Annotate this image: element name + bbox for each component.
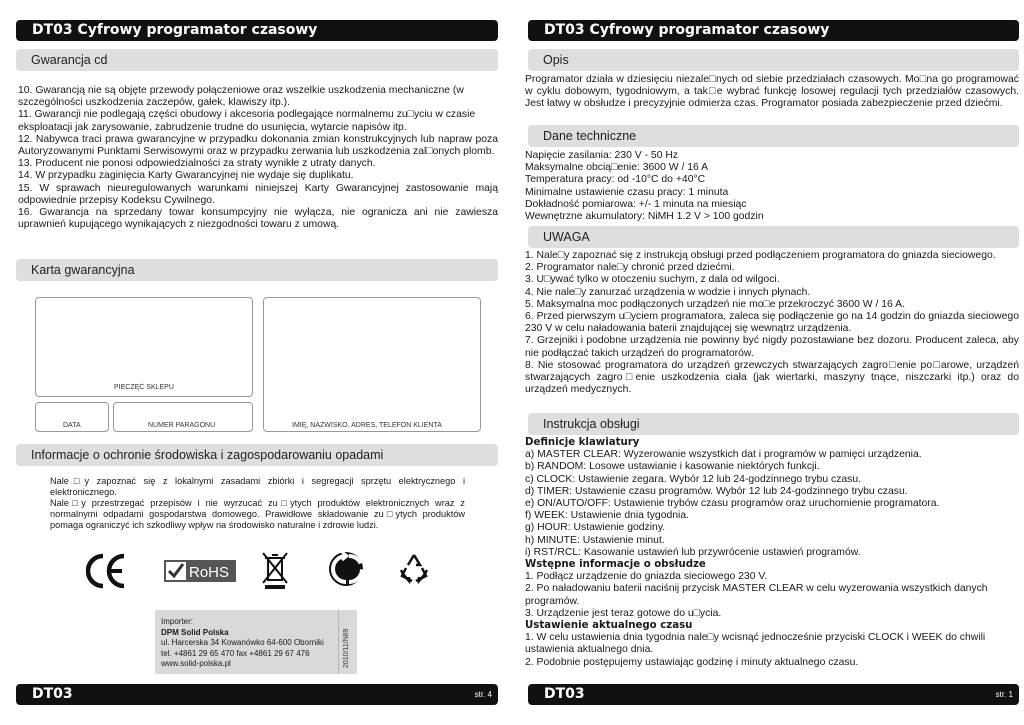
- key-clock: c) CLOCK: Ustawienie zegara. Wybór 12 lub 24-godzinnego trybu czasu.: [525, 473, 862, 485]
- customer-details-box: [263, 297, 481, 432]
- ce-mark-icon: [86, 552, 128, 595]
- warranty-item-16: 16. Gwarancja na sprzedany towar konsumpcyjny nie wyłącza, nie ogranicza ani nie zawiesza uprawnień kupującego wynikających z niezgodności towaru z umową.: [18, 207, 498, 231]
- right-footer: [528, 684, 1019, 705]
- shop-stamp-label: PIECZĘĆ SKLEPU: [114, 384, 174, 391]
- key-random: b) RANDOM: Losowe ustawianie i kasowanie niektórych funkcji.: [525, 461, 820, 473]
- warranty-item-11: 11. Gwarancji nie podlegają części obudowy i akcesoria podlegające normalnemu zu□yciu w czasie eksploatacji jak zarysowanie, zabrudzenie trudne do usunięcia, wytarcie napisów itp.: [18, 109, 476, 133]
- weee-bin-icon: [260, 550, 290, 595]
- left-footer-model: DT03: [32, 686, 73, 702]
- receipt-number-label: NUMER PARAGONU: [148, 422, 216, 429]
- tech-temperature: Temperatura pracy: od -10°C do +40°C: [525, 174, 706, 186]
- warranty-item-13: 13. Producent nie ponosi odpowiedzialności za straty wynikłe z utraty danych.: [18, 158, 376, 170]
- tech-max-load: Maksymalne obcią□enie: 3600 W / 16 A: [525, 162, 709, 174]
- key-minute: h) MINUTE: Ustawienie minut.: [525, 534, 665, 546]
- right-page-title: DT03 Cyfrowy programator czasowy: [528, 20, 1019, 41]
- warning-list: [525, 250, 1019, 396]
- tech-voltage: Napięcie zasilania: 230 V - 50 Hz: [525, 150, 679, 161]
- instructions-heading: Instrukcja obsługi: [528, 413, 1019, 435]
- prep-item-3: 3. Urządzenie jest teraz gotowe do u□ycia.: [525, 607, 722, 619]
- tech-data-list: [525, 150, 1019, 223]
- key-hour: g) HOUR: Ustawienie godziny.: [525, 522, 666, 534]
- description-text: [525, 74, 1019, 111]
- warranty-continued-heading: Gwarancja cd: [16, 49, 498, 71]
- description-heading: Opis: [528, 49, 1019, 71]
- warranty-item-14: 14. W przypadku zaginięcia Karty Gwarancyjnej nie wydaje się duplikatu.: [18, 170, 354, 182]
- date-label: DATA: [63, 422, 81, 429]
- receipt-number-box: [113, 402, 253, 432]
- description-paragraph: Programator działa w dziesięciu niezale□nych od siebie przedziałach czasowych. Mo□na go programować w cyklu dobowym, tygodniowym, a tak□e wybrać funkcję losowej regulacji tych przedziałów czasowych. Jest łatwy w obsłudze i precyzyjnie odmierza czas. Programator posiada zabezpieczenie przed dziećmi.: [525, 74, 1019, 110]
- warning-item-4: 4. Nie nale□y zanurzać urządzenia w wodzie i innych płynach.: [525, 286, 811, 298]
- warning-item-2: 2. Programator nale□y chronić przed dziećmi.: [525, 262, 735, 274]
- warranty-card-heading: Karta gwarancyjna: [16, 259, 498, 281]
- warning-heading: UWAGA: [528, 226, 1019, 248]
- left-footer: [16, 684, 498, 705]
- key-week: f) WEEK: Ustawienie dnia tygodnia.: [525, 510, 690, 522]
- environment-heading: Informacje o ochronie środowiska i zagospodarowaniu opadami: [16, 444, 498, 466]
- time-item-2: 2. Podobnie postępujemy ustawiając godzinę i minuty aktualnego czasu.: [525, 656, 859, 668]
- warning-item-6: 6. Przed pierwszym u□yciem programatora, zaleca się podłączenie go na 14 godzin do gniazda sieciowego 230 V w celu naładowania baterii znajdującej się wewnątrz urządzenia.: [525, 311, 1019, 335]
- right-page: [512, 0, 1024, 725]
- key-master-clear: a) MASTER CLEAR: Wyzerowanie wszystkich dat i programów w pamięci urządzenia.: [525, 449, 922, 461]
- importer-info: [155, 610, 357, 674]
- prep-heading: Wstępne informacje o obsłudze: [525, 559, 706, 571]
- importer-website: www.solid-polska.pl: [161, 659, 231, 668]
- tech-battery: Wewnętrzne akumulatory: NiMH 1.2 V > 100 godzin: [525, 211, 764, 223]
- importer-heading: Importer:: [161, 617, 194, 626]
- key-timer: d) TIMER: Ustawienie czasu programów. Wybór 12 lub 24-godzinnego trybu czasu.: [525, 485, 908, 497]
- warranty-terms: [18, 85, 498, 231]
- key-on-auto-off: e) ON/AUTO/OFF: Ustawienie trybów czasu programów oraz uruchomienie programatora.: [525, 498, 940, 510]
- recycle-icon: [398, 552, 430, 589]
- time-item-1: 1. W celu ustawienia dnia tygodnia nale□y wcisnąć jednocześnie przyciski CLOCK i WEEK do chwili ustawienia aktualnego dnia.: [525, 632, 986, 656]
- tech-accuracy: Dokładność pomiarowa: +/- 1 minuta na miesiąc: [525, 198, 747, 210]
- importer-address: ul. Harcerska 34 Kowanówko 64-600 Oborniki: [161, 638, 324, 647]
- key-rst-rcl: i) RST/RCL: Kasowanie ustawień lub przywrócenie ustawień programów.: [525, 546, 861, 558]
- warning-item-8: 8. Nie stosować programatora do urządzeń grzewczych stwarzających zagro□enie po□arowe, urządzeń stwarzających zagro□enie uszkodzenia ciała (jak wiertarki, maszyny tnące, niszczarki itp.) oraz do urządzeń medycznych.: [525, 359, 1019, 396]
- importer-name: DPM Solid Polska: [161, 627, 229, 637]
- warranty-item-15: 15. W sprawach nieuregulowanych warunkami niniejszej Karty Gwarancyjnej zastosowanie mają odpowiednie przepisy Kodeksu Cywilnego.: [18, 182, 498, 206]
- left-page-number: str. 4: [474, 690, 492, 699]
- prep-item-1: 1. Podłącz urządzenie do gniazda sieciowego 230 V.: [525, 571, 768, 583]
- rohs-icon: [164, 560, 236, 587]
- time-setting-heading: Ustawienie aktualnego czasu: [525, 620, 693, 632]
- environment-paragraph-2: Nale□y przestrzegać przepisów i nie wyrzucać zu□ytych produktów elektronicznych wraz z normalnymi odpadami gospodarstwa domowego. Prawidłowe składowanie zu□ytych produktów pomaga ograniczyć ich szkodliwy wpływ na środowisko naturalne i zdrowie ludzi.: [50, 498, 465, 530]
- warning-item-5: 5. Maksymalna moc podłączonych urządzeń nie mo□e przekroczyć 3600 W / 16 A.: [525, 298, 905, 310]
- date-box: [35, 402, 109, 432]
- warranty-item-10: 10. Gwarancją nie są objęte przewody połączeniowe oraz wszelkie uszkodzenia mechaniczne (w szczególności uszkodzenia zaczepów, gałek, klawiszy itp.).: [18, 85, 464, 109]
- instructions-body: [525, 437, 1019, 669]
- warning-item-1: 1. Nale□y zapoznać się z instrukcją obsługi przed podłączeniem programatora do gniazda sieciowego.: [525, 250, 996, 261]
- left-page-title: DT03 Cyfrowy programator czasowy: [16, 20, 498, 41]
- environment-paragraph-1: Nale□y zapoznać się z lokalnymi zasadami zbiórki i segregacji sprzętu elektrycznego i elektronicznego.: [50, 476, 465, 497]
- tech-data-heading: Dane techniczne: [528, 125, 1019, 147]
- tech-min-time: Minimalne ustawienie czasu pracy: 1 minuta: [525, 186, 729, 198]
- customer-details-label: IMIĘ, NAZWISKO, ADRES, TELEFON KLIENTA: [292, 422, 442, 429]
- warning-item-7: 7. Grzejniki i podobne urządzenia nie powinny być nigdy pozostawiane bez dozoru. Producent zaleca, aby nie podłączać takich urządzeń do programatorów.: [525, 335, 1019, 359]
- prep-item-2: 2. Po naładowaniu baterii naciśnij przycisk MASTER CLEAR w celu wyzerowania wszystkich danych programów.: [525, 583, 988, 607]
- keys-heading: Definicje klawiatury: [525, 437, 640, 448]
- green-dot-icon: [327, 550, 365, 593]
- importer-phone: tel. +4861 29 65 470 fax +4861 29 67 476: [161, 648, 310, 658]
- importer-code: 2010/11/N89: [343, 628, 350, 668]
- right-page-number: str. 1: [995, 690, 1013, 699]
- warning-item-3: 3. U□ywać tylko w otoczeniu suchym, z dala od wilgoci.: [525, 274, 780, 286]
- rohs-text: RoHS: [189, 564, 230, 581]
- importer-code-strip: [338, 610, 358, 674]
- shop-stamp-box: [35, 297, 253, 397]
- right-footer-model: DT03: [544, 686, 585, 702]
- warranty-item-12: 12. Nabywca traci prawa gwarancyjne w przypadku dokonania zmian konstrukcyjnych lub napraw poza Autoryzowanymi Punktami Serwisowymi oraz w przypadku zerwania lub uszkodzenia zal□onych plomb.: [18, 133, 498, 158]
- certification-icons: [82, 550, 442, 592]
- environment-info: [50, 476, 465, 531]
